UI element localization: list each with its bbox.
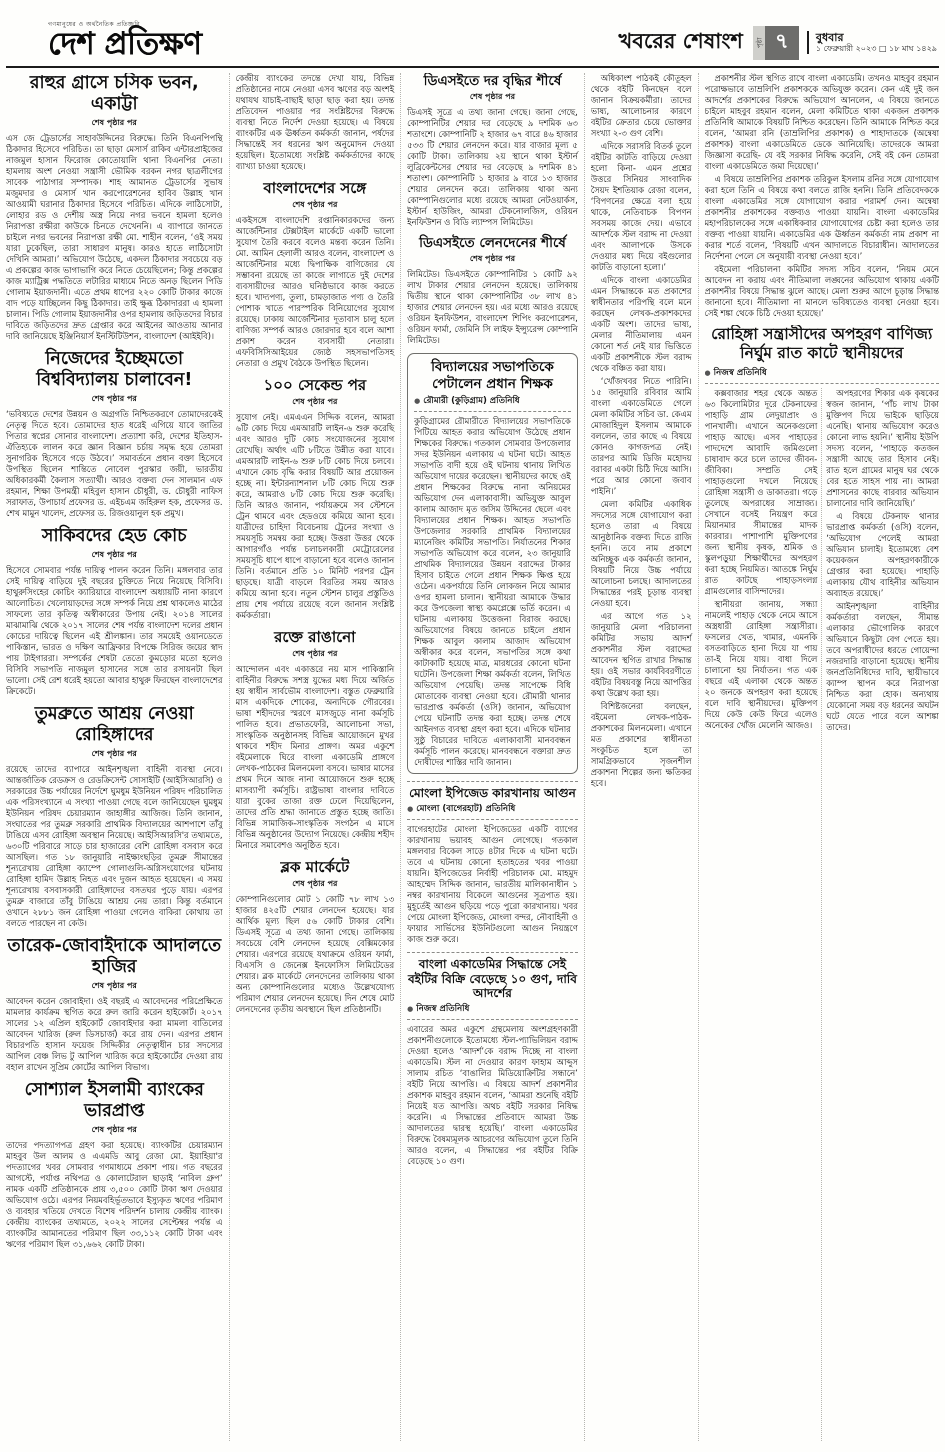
article-body: কুড়িগ্রামের রৌমারীতে বিদ্যালয়ের সভাপতিকে পিটিয়ে আহত করার অভিযোগ উঠেছে প্রধান শিক্ষকের বিরুদ্ধে। গতকাল সোমবার উপজেলার সদর ইউনিয়ন এলাকায় এ ঘটনা ঘটে। আহত সভাপতি বাদী হয়ে ওই ঘটনায় থানায় লিখিত অভিযোগ দায়ের করেছেন। স্থানীয়দের কাছে ওই প্রধান শিক্ষকের বিরুদ্ধে নানা অনিয়মের অভিযোগ দেন এলাকাবাসী। অভিযুক্ত আবুল কালাম আজাদ মৃত জসিম উদ্দিনের ছেলে এবং বিদ্যালয়ের প্রধান শিক্ষক। আহত সভাপতি উপজেলার সরকারি প্রাথমিক বিদ্যালয়ের ম্যানেজিং কমিটির সভাপতি। নির্যাতনের শিকার সভাপতি অভিযোগ করে বলেন, ২৩ জানুয়ারি প্রাথমিক বিদ্যালয়ের উন্নয়ন বরাদ্দের টাকার হিসাব চাইতে গেলে প্রধান শিক্ষক ক্ষিপ্ত হয়ে ওঠেন। একপর্যায়ে তিনি লোকজন নিয়ে আমার ওপর হামলা চালান। স্থানীয়রা আমাকে উদ্ধার করে উপজেলা স্বাস্থ্য কমপ্লেক্সে ভর্তি করেন। এ ঘটনায় এলাকায় উত্তেজনা বিরাজ করছে। অভিযোগের বিষয়ে জানতে চাইলে প্রধান শিক্ষক আবুল কালাম আজাদ অভিযোগ অস্বীকার করে বলেন, সভাপতির সঙ্গে কথা কাটাকাটি হয়েছে মাত্র, মারধরের কোনো ঘটনা ঘটেনি। উপজেলা শিক্ষা কর্মকর্তা বলেন, লিখিত অভিযোগ পেয়েছি। তদন্ত সাপেক্ষে বিধি মোতাবেক ব্যবস্থা নেওয়া হবে। রৌমারী থানার ভারপ্রাপ্ত কর্মকর্তা (ওসি) জানান, অভিযোগ পেয়ে ঘটনাটি তদন্ত করা হচ্ছে। তদন্ত শেষে আইনগত ব্যবস্থা গ্রহণ করা হবে। এদিকে ঘটনার সুষ্ঠু বিচারের দাবিতে এলাকাবাসী মানববন্ধন কর্মসূচি পালন করেছে। মানববন্ধনে বক্তারা দ্রুত দোষীদের শাস্তির দাবি জানান। (414, 415, 571, 767)
date-line: ১ ফেব্রুয়ারী ২০২৩ □ ১৮ মাঘ ১৪২৯ (815, 44, 937, 54)
article-body: এবারের অমর একুশে গ্রন্থমেলায় অংশগ্রহণকারী প্রকাশনীগুলোকে ইতোমধ্যে স্টল-প্যাভিলিয়ন বরাদ্দ দেওয়া হলেও ‘আদর্শ’কে বরাদ্দ দিচ্ছে না বাংলা একাডেমি। স্টল না দেওয়ার কারণ ফাহাম আব্দুস সালাম রচিত ‘বাঙালির মিডিয়োক্রিটির সন্ধানে’ বইটি নিয়ে আপত্তি। এ বিষয়ে আদর্শ প্রকাশনীর প্রকাশক মাহবুব রহমান বলেন, ‘আমরা শুনেছি বইটি নিয়েই যত আপত্তি। অথচ বইটি সরকার নিষিদ্ধ করেনি। এ সিদ্ধান্তের প্রতিবাদে আমরা উচ্চ আদালতের দ্বারস্থ হয়েছি।’ বাংলা একাডেমির বিরুদ্ধে বৈষম্যমূলক আচরণের অভিযোগ তুলে তিনি আরও বলেন, এ সিদ্ধান্তের পর বইটির বিক্রি বেড়েছে ১০ গুণ। (407, 1024, 578, 1167)
continued-from-last-page: শেষ পৃষ্ঠার পর (91, 749, 137, 758)
article-headline: ডিএসইতে লেনদেনের শীর্ষে (419, 235, 566, 252)
article-headline: ডিএসইতে দর বৃদ্ধির শীর্ষে (423, 73, 562, 89)
article-bangla-academy-book (407, 952, 578, 1167)
continuation-text (236, 73, 395, 172)
article-headline: বাংলা একাডেমির সিদ্ধান্তে সেই বইটির বিক্রি বেড়েছে ১০ গুণ, দাবি আদর্শের (407, 957, 577, 1000)
article-byline (407, 1000, 578, 1020)
article-chosik-bhaban (6, 73, 223, 342)
article-byline (414, 392, 571, 412)
paragraph: বিশিষ্টজনেরা বলছেন, বইমেলা লেখক-পাঠক-প্রকাশকের মিলনমেলা। এখানে মত প্রকাশের স্বাধীনতা সংকুচিত হলে তা সামগ্রিকভাবে সৃজনশীল প্রকাশনা শিল্পের জন্য ক্ষতিকর হবে। (590, 701, 692, 788)
paragraph: এর আগে গত ১২ জানুয়ারি মেলা পরিচালনা কমিটির সভায় আদর্শ প্রকাশনীর স্টল বরাদ্দের আবেদন স্থগিত রাখার সিদ্ধান্ত হয়। ওই সভার কার্যবিবরণীতে বইটির বিষয়বস্তু নিয়ে আপত্তির কথা উল্লেখ করা হয়। (590, 611, 692, 698)
article-body: লিমিটেড। ডিএসইতে কোম্পানিটির ১ কোটি ৯২ লাখ টাকার শেয়ার লেনদেন হয়েছে। তালিকায় দ্বিতীয় স্থানে থাকা কোম্পানিটির ৩৮ লাখ ৪১ হাজার শেয়ার লেনদেন হয়। এর মধ্যে আরও রয়েছে ওরিয়ন ইনফিউশন, বাংলাদেশ শিপিং করপোরেশন, ওরিয়ন ফার্মা, জেমিনি সি লাইফ ইন্স্যুরেন্স কোম্পানি লিমিটেড। (407, 269, 578, 346)
page-label: পৃষ্ঠা (753, 26, 765, 60)
article-headline-line1: রোহিঙ্গা সন্ত্রাসীদের অপহরণ বাণিজ্য (711, 325, 933, 343)
article-headline: মোংলা ইপিজেড কারখানায় আগুন (409, 785, 576, 800)
continued-from-last-page: শেষ পৃষ্ঠার পর (292, 397, 338, 406)
article-body: ডিএসই সূত্রে এ তথ্য জানা গেছে। জানা গেছে, কোম্পানিটির শেয়ার দর বেড়েছে ৯ দশমিক ৬৩ শতাংশে। কোম্পানিটি ২ হাজার ৬৭ বারে ৪৬ হাজার ৫৩৩ টি শেয়ার লেনদেন করে। যার বাজার মূল্য ৫ কোটি টাকা। তালিকায় ২য় স্থানে থাকা ইস্টার্ন লুব্রিকেন্টসের শেয়ার দর বেড়েছে ৯ দশমিক ৪১ শতাংশ। কোম্পানিটি ১ হাজার ৯ বারে ১৩ হাজার শেয়ার লেনদেন করে। তালিকায় থাকা অন্য কোম্পানিগুলোর মধ্যে রয়েছে আমরা নেটওয়ার্কস, ইস্টার্ন হাউজিং, আমরা টেকনোলজিস, ওরিয়ন ইনফিউশন ও বিডি ল্যাম্পস লিমিটেড। (407, 107, 578, 228)
header-right (618, 25, 937, 60)
date-day: বুধবার (815, 30, 844, 44)
byline-bullet-icon: ● (704, 368, 711, 377)
paragraph: অধিকাংশ পাঠকই কৌতূহল থেকে বইটি কিনছেন বলে জানান বিক্রয়কর্মীরা। তাদের ভাষ্য, আলোচনার কারণে বইটির ক্রেতার চেয়ে ভোক্তার সংখ্যা ২-৩ গুণ বেশি। (590, 73, 692, 138)
paragraph: এ বিষয়ে টেকনাফ থানার ভারপ্রাপ্ত কর্মকর্তা (ওসি) বলেন, ‘অভিযোগ পেলেই আমরা অভিযান চালাই। ইতোমধ্যে বেশ কয়েকজন অপহরণকারীকে গ্রেপ্তার করা হয়েছে। পাহাড়ি এলাকায় যৌথ বাহিনীর অভিযান অব্যাহত রয়েছে।’ (826, 510, 939, 598)
article-metro-100-seconds (236, 376, 395, 621)
paragraph: ‘খোঁজখবর নিতে পারিনি। ১৫ জানুয়ারি রবিবার আমি বাংলা একাডেমিতে গেলে মেলা কমিটির সচিব ডা. কেএম মোজাহিদুল ইসলাম আমাকে বললেন, তার কাছে এ বিষয়ে কোনও কাগজপত্র নেই। তারপর আমি ডিজি মহোদয় বরাবর একটা চিঠি দিয়ে আসি। পরে আর কোনো জবাব পাইনি।’ (590, 376, 692, 496)
byline-bullet-icon: ● (414, 396, 421, 405)
paragraph: আইনশৃঙ্খলা বাহিনীর কর্মকর্তারা বলছেন, সীমান্ত এলাকার ভৌগোলিক কারণে অভিযানে কিছুটা বেগ পেতে হয়। তবে অপরাধীদের ধরতে গোয়েন্দা নজরদারি বাড়ানো হয়েছে। স্থানীয় জনপ্রতিনিধিদের দাবি, স্থায়ীভাবে ক্যাম্প স্থাপন করে নিরাপত্তা নিশ্চিত করা হোক। অন্যথায় যেকোনো সময় বড় ধরনের অঘটন ঘটে যেতে পারে বলে আশঙ্কা তাদের। (826, 600, 939, 732)
continued-from-last-page: শেষ পৃষ্ঠার পর (91, 981, 137, 990)
article-body: একইসঙ্গে বাংলাদেশি রপ্তানিকারকদের জন্য আর্জেন্টিনার টেক্সটাইল মার্কেটে একটি ভালো সুযোগ তৈরি করবে বলেও মন্তব্য করেন তিনি। মো. আমিন হেলালী আরও বলেন, বাংলাদেশ ও আর্জেন্টিনার মধ্যে দ্বিপাক্ষিক বাণিজ্যের যে সম্ভাবনা রয়েছে তা কাজে লাগাতে দুই দেশের ব্যবসায়ীদের আরও ঘনিষ্ঠভাবে কাজ করতে হবে। খাদ্যপণ্য, তুলা, চামড়াজাত পণ্য ও তৈরি পোশাক খাতে পারস্পরিক বিনিয়োগের সুযোগ রয়েছে। ঢাকায় আর্জেন্টিনার দূতাবাস চালু হলে বাণিজ্য সম্পর্ক আরও জোরদার হবে বলে আশা প্রকাশ করেন ব্যবসায়ী নেতারা। এফবিসিসিআইয়ের জ্যেষ্ঠ সহসভাপতিসহ নেতারা ও প্রমুখ বৈঠকে উপস্থিত ছিলেন। (235, 215, 395, 368)
byline-text: নিজস্ব প্রতিনিধি (416, 1004, 470, 1015)
masthead (8, 22, 202, 60)
article-body: বাগেরহাটের মোংলা ইপিজেডের একটি ব্যাগের কারখানায় ভয়াবহ আগুন লেগেছে। গতকাল মঙ্গলবার বিকেল সাড়ে ৪টার দিকে এ ঘটনা ঘটে। তবে এ ঘটনায় কোনো হতাহতের খবর পাওয়া যায়নি। ইপিজেডের নির্বাহী পরিচালক মো. মাহমুদ আহম্মেদ সিদ্দিক জানান, ভারতীয় মালিকানাধীন ১ নম্বর কারখানায় বিকেলে আগুনের সূত্রপাত হয়। মুহূর্তেই আগুন ছড়িয়ে পড়ে পুরো কারখানায়। খবর পেয়ে মোংলা ইপিজেড, মোংলা বন্দর, নৌবাহিনী ও ফায়ার সার্ভিসের ইউনিটগুলো আগুন নিয়ন্ত্রণে কাজ শুরু করে। (407, 824, 578, 945)
article-head-coach (6, 526, 223, 697)
masthead-tagline: গণমানুষের ও অর্থনৈতিক প্রতিচ্ছবি (48, 21, 140, 28)
article-university (6, 349, 223, 519)
article-body (705, 388, 939, 1441)
page-number-box (753, 26, 799, 60)
article-dse-turnover-leaders (407, 235, 578, 346)
article-block-market (236, 858, 395, 1015)
section-label: খবরের শেষাংশ (618, 29, 743, 53)
article-tarek-jobaida (6, 936, 223, 1073)
article-body: তাদের পদত্যাগপত্র গ্রহণ করা হয়েছে। ব্যাংকটির চেয়ারম্যান মাহবুব উল আলম ও এএমডি আবু রেজা মো. ইয়াহিয়া'র পদত্যাগের খবর সোমবার গণমাধ্যমে প্রকাশ পায়। গত বছরের আগস্টে, পর্যাপ্ত নথিপত্র ও কোলাটেরাল ছাড়াই ‘নাবিল গ্রুপ’ নামক একটি প্রতিষ্ঠানকে প্রায় ৩,৫০০ কোটি টাকা ঋণ দেওয়ার অভিযোগ ওঠে। এরপর নিয়মবহির্ভূতভাবে ইস্যুকৃত ঋণের পরিমাণ ও ব্যবহার খতিয়ে দেখতে বিশেষ পরিদর্শন চালায় কেন্দ্রীয় ব্যাংক। কেন্দ্রীয় ব্যাংকের তথ্যমতে, ২০২২ সালের সেপ্টেম্বর পর্যন্ত এ ব্যাংকটির আমানতের পরিমাণ ছিল ৩৩,১১২ কোটি টাকা এবং ঋণের পরিমাণ ছিল ৩১,৬৬২ কোটি টাকা। (6, 1140, 223, 1249)
continued-from-last-page: শেষ পৃষ্ঠার পর (469, 92, 516, 102)
article-headline: তুমব্রুতে আশ্রয় নেওয়া রোহিঙ্গাদের (34, 704, 194, 745)
article-body: আন্দোলন এবং একাত্তরে নয় মাস পাকিস্তানি বাহিনীর বিরুদ্ধে সশস্ত্র যুদ্ধের মধ্য দিয়ে অর্জিত হয় স্বাধীন সার্বভৌম বাংলাদেশ। বস্তুত ফেব্রুয়ারি মাস একদিকে শোকের, অন্যদিকে গৌরবের। ভাষা শহীদদের স্মরণে মাসজুড়ে নানা কর্মসূচি পালিত হবে। প্রভাতফেরি, আলোচনা সভা, সাংস্কৃতিক অনুষ্ঠানসহ বিভিন্ন আয়োজনে মুখর থাকবে শহীদ মিনার প্রাঙ্গণ। অমর একুশে বইমেলাকে ঘিরে বাংলা একাডেমি প্রাঙ্গণে লেখক-পাঠকের মিলনমেলা বসবে। ভাষার মাসের প্রথম দিনে আজ নানা আয়োজনে শুরু হচ্ছে মাসব্যাপী কর্মসূচি। রাষ্ট্রভাষা বাংলার দাবিতে যারা বুকের তাজা রক্ত ঢেলে দিয়েছিলেন, তাদের প্রতি শ্রদ্ধা জানাতে প্রস্তুত হচ্ছে জাতি। বিভিন্ন সামাজিক-সাংস্কৃতিক সংগঠন এ মাসে বিভিন্ন অনুষ্ঠানের উদ্যোগ নিয়েছে। কেন্দ্রীয় শহীদ মিনারে সমাবেশও অনুষ্ঠিত হবে। (235, 664, 395, 850)
article-body: সুযোগ নেই। এমএএন সিদ্দিক বলেন, আমরা ৬টি কোচ দিয়ে এমআরটি লাইন-৬ শুরু করেছি এবং আরও দুটি কোচ সংযোজনের সুযোগ রেখেছি। অর্থাৎ এটি ৮টিতে উন্নীত করা যাবে। এমআরটি লাইন-৬ শুরু ৮টি কোচ দিয়ে চলবে। এখানে কোচ বৃদ্ধি করার বিষয়টি আর প্রয়োজন হচ্ছে না। ইন্টারন্যাশনাল ৮টি কোচ দিয়ে শুরু করে, আমরাও ৮টি কোচ দিয়ে শুরু করেছি। তিনি আরও জানান, পর্যায়ক্রমে সব স্টেশনে ট্রেন থামবে এবং হেডওয়ে কমিয়ে আনা হবে। যাত্রীদের চাহিদা বিবেচনায় ট্রেনের সংখ্যা ও সময়সূচি সমন্বয় করা হচ্ছে। উত্তরা উত্তর থেকে আগারগাঁও পর্যন্ত চলাচলকারী মেট্রোরেলের সময়সূচি ধাপে ধাপে বাড়ানো হবে বলেও জানান তিনি। বর্তমানে প্রতি ১০ মিনিট পরপর ট্রেন ছাড়ছে। যাত্রী বাড়লে বিরতির সময় আরও কমিয়ে আনা হবে। নতুন স্টেশন চালুর প্রস্তুতিও প্রায় শেষ পর্যায়ে রয়েছে বলে জানান সংশ্লিষ্ট কর্মকর্তারা। (235, 412, 395, 620)
article-bangladesh-argentina (236, 179, 395, 369)
article-headline: নিজেদের ইচ্ছেমতো বিশ্ববিদ্যালয় চালাবেন! (36, 349, 193, 390)
continued-from-last-page: শেষ পৃষ্ঠার পর (91, 394, 137, 403)
article-body: ‘ভবিষ্যতে দেশের উন্নয়ন ও অগ্রগতি নিশ্চিতকরণে তোমাদেরকেই নেতৃত্ব দিতে হবে। তোমাদের হাত ধরেই এগিয়ে যাবে জাতির পিতার স্বপ্নের সোনার বাংলাদেশ। প্রত্যাশা করি, দেশের ইতিহাস-ঐতিহ্যকে লালন করে জ্ঞান বিজ্ঞান চর্চায় সমৃদ্ধ হয়ে তোমরা সুনাগরিক হিসেবে গড়ে উঠবে।’ সমাবর্তনে প্রধান বক্তা হিসেবে উপস্থিত ছিলেন শান্তিতে নোবেল পুরস্কার জয়ী, ভারতীয় অধিকারকর্মী কৈলাস সত্যার্থী। আরও বক্তব্য দেন সালমান এফ রহমান, শিক্ষা উপমন্ত্রী মহিবুল হাসান চৌধুরী, ড. চৌধুরী নাফিস সরাফাত, উপাচার্য প্রফেসর ড. এইচএম জহিরুল হক, প্রফেসর ড. শেখ মামুন খালেদ, প্রফেসর ড. রিজওয়ানুল হক প্রমুখ। (6, 409, 223, 518)
article-body: রয়েছে তাদের ব্যাপারে আইনশৃঙ্খলা বাহিনী ব্যবস্থা নেবে। আন্তর্জাতিক রেডক্রস ও রেডক্রিসেন্ট সোসাইটি (আইসিআরসি) ও সরকারের উচ্চ পর্যায়ের নির্দেশে ঘুমধুম ইউনিয়ন পরিষদ পরিচালিত এক পরিসংখ্যানে এ সংখ্যা পাওয়া গেছে বলে জানিয়েছেন ঘুমধুম ইউনিয়ন পরিষদ চেয়ারম্যান জাহাঙ্গীর আজিজ। তিনি জানান, সংঘাতের পর তুমব্রু সরকারি প্রাথমিক বিদ্যালয়ের আশপাশে তাঁবু টাঙিয়ে এসব রোহিঙ্গা অবস্থান নিয়েছে। আইসিআরসি'র তথ্যমতে, ৬৩০টি পরিবারে সাড়ে চার হাজারের বেশি রোহিঙ্গা বসবাস করে আসছিল। গত ১৮ জানুয়ারি নাইক্ষ্যংছড়ির তুমব্রু সীমান্তের শূন্যরেখায় রোহিঙ্গা ক্যাম্পে গোলাগুলি-অগ্নিসংযোগের ঘটনায় রোহিঙ্গা হামিদ উল্লাহ নিহত এবং দুজন আহত হয়েছেন। এ সময় শূন্যরেখায় বসবাসকারী রোহিঙ্গাদের বসতঘর পুড়ে যায়। এরপর তুমব্রু বাজারে তাঁবু টাঙিয়ে আশ্রয় নেয় তারা। কিন্তু বর্তমানে ওখানে ২৮৮১ জন রোহিঙ্গা পাওয়া গেলেও বাকিরা কোথায় তা বলতে পারছেন না কেউ। (6, 764, 223, 928)
paragraph: মেলা কমিটির একাধিক সদস্যের সঙ্গে যোগাযোগ করা হলেও তারা এ বিষয়ে আনুষ্ঠানিক বক্তব্য দিতে রাজি হননি। তবে নাম প্রকাশে অনিচ্ছুক এক কর্মকর্তা জানান, বিষয়টি নিয়ে উচ্চ পর্যায়ে আলোচনা চলছে। আদালতের সিদ্ধান্তের পরই চূড়ান্ত ব্যবস্থা নেওয়া হবে। (590, 499, 692, 608)
column-3 (407, 73, 585, 1441)
continuation-text (591, 73, 692, 789)
paragraph: বইমেলা পরিচালনা কমিটির সদস্য সচিব বলেন, ‘নিয়ম মেনে আবেদন না করায় এবং নীতিমালা লঙ্ঘনের অভিযোগ থাকায় একটি প্রকাশনীর বিষয়ে সিদ্ধান্ত ঝুলে আছে। মেলা শুরুর আগে চূড়ান্ত সিদ্ধান্ত জানানো হবে। নীতিমালা না মানলে ভবিষ্যতেও ব্যবস্থা নেওয়া হবে। সেই শঙ্কা থেকে চিঠি দেওয়া হয়েছে।’ (704, 264, 939, 318)
article-body: কেন্দ্রীয় ব্যাংকের তদন্তে দেখা যায়, বিভিন্ন প্রতিষ্ঠানের নামে নেওয়া এসব ঋণের বড় অংশই যথাযথ যাচাই-বাছাই ছাড়া ছাড় করা হয়। তদন্ত প্রতিবেদন পাওয়ার পর সংশ্লিষ্টদের বিরুদ্ধে ব্যবস্থা নিতে নির্দেশ দেওয়া হয়েছে। এ বিষয়ে ব্যাংকটির এক ঊর্ধ্বতন কর্মকর্তা জানান, পর্ষদের সিদ্ধান্তেই সব ধরনের ঋণ অনুমোদন দেওয়া হয়েছিল। ইতোমধ্যে সংশ্লিষ্ট কর্মকর্তাদের কাছে ব্যাখ্যা চাওয়া হয়েছে। (235, 73, 395, 171)
paragraph: প্রকাশনীর স্টল স্থগিত রাখে বাংলা একাডেমি। তখনও মাহবুব রহমান পরোক্ষভাবে তাম্রলিপি প্রকাশককে অভিযুক্ত করেন। কেন এই দুই জন আদর্শের প্রকাশকের বিরুদ্ধে অভিযোগ আনলেন, এ বিষয়ে জানতে চাইলে মাহবুব রহমান বলেন, মেলা কমিটিতে থাকা একজন প্রকাশক প্রতিনিধি আমাকে বিষয়টি নিশ্চিত করেছেন। তিনি আমাকে নিশ্চিত করে বলেন, ‘আমরা রনি (তাম্রলিপির প্রকাশক) ও শাহাদাতকে (অন্বেষা প্রকাশক) বাংলা একাডেমিতে ডেকে আনিয়েছি। তাদেরকে আমরা জিজ্ঞাসা করেছি- যে বই সরকার নিষিদ্ধ করেনি, সেই বই কেন তোমরা বাংলা একাডেমিতে জমা দিয়েছো।’ (704, 73, 939, 171)
date-block (807, 31, 937, 55)
continued-from-last-page: শেষ পৃষ্ঠার পর (469, 254, 516, 264)
continued-from-last-page: শেষ পৃষ্ঠার পর (292, 649, 338, 658)
article-byline (407, 800, 578, 820)
article-social-islami-bank (6, 1080, 223, 1250)
article-headline: সাকিবদের হেড কোচ (41, 526, 187, 546)
article-tumbru-rohingya (6, 704, 223, 929)
continued-from-last-page: শেষ পৃষ্ঠার পর (91, 1125, 137, 1134)
article-headline: রাহুর গ্রাসে চসিক ভবন, একাট্টা (29, 73, 199, 114)
article-headline: তারেক-জোবাইদাকে আদালতে হাজির (7, 936, 222, 977)
byline-bullet-icon: ● (407, 805, 414, 814)
article-body: এস জে ট্রেডার্সের সাহাবউদ্দিনের বিরুদ্ধে। তিনি বিএনপিপন্থি ঠিকাদার হিসেবে পরিচিত। তা ছাড়া মেসার্স রাকিব এন্টারপ্রাইজের নাজমুল হাসান ফিরোজ কোতোয়ালি থানা বিএনপির নেতা। হামলায় অংশ নেওয়া সন্ত্রাসী ভৌমিক বরকন নগর ছাত্রলীগের সাবেক পাঠাগার সম্পাদক। শাহ আমানত ট্রেডার্সের সুভাষ মজুমদার ও মেসার্স খান করপোরেশনের হাবিব উল্লাহ খান আওয়ামী ঘরানার ঠিকাদার হিসেবে পরিচিত। এদিকে লাঠিসোটা, লোহার রড ও দেশীয় অস্ত্র নিয়ে নগর ভবনে হামলা হলেও নিরাপত্তা রক্ষীরা কাউকে চিনতে দেখেননি। এ ব্যাপারে জানতে চাইলে নগর ভবনের নিরাপত্তা রক্ষী মো. শাহীন বলেন, ‘ওই সময় যারা ঢুকেছিল, তারা সাধারণ মানুষ। কারও হাতে লাঠিসোটা দেখিনি আমরা।’ অভিযোগ উঠেছে, একদল ঠিকাদার সবচেয়ে বড় এ প্রকল্পের কাজ ভাগাভাগি করে নিতে চেয়েছিলেন; কিন্তু প্রকল্পের কাজ ম্যাট্রিক্স পদ্ধতিতে লটারির মাধ্যমে নিতে অনড় ছিলেন পিডি গোলাম ইয়াজদানী। এতে প্রথম ধাপের ২২০ কোটি টাকার কাজে বাদ পড়ে যাচ্ছিলেন কিছু ঠিকাদার। তাই ক্ষুব্ধ ঠিকাদাররা এ হামলা চালান। পিডি গোলাম ইয়াজদানীর ওপর হামলায় জড়িতদের বিচার দাবিতে জড়িতদের দ্রুত গ্রেপ্তার করে আইনের আওতায় আনার দাবি জানিয়েছে ইঞ্জিনিয়ার্স ইনস্টিটিউশন, বাংলাদেশ (আইইবি)। (6, 133, 223, 341)
article-headline: রক্তে রাঙানো (274, 628, 356, 646)
byline-text: রৌমারী (কুড়িগ্রাম) প্রতিনিধি (423, 395, 520, 406)
column-2 (236, 73, 402, 1441)
paragraph: স্থানীয়রা জানায়, সন্ধ্যা নামলেই পাহাড় থেকে নেমে আসে অস্ত্রধারী রোহিঙ্গা সন্ত্রাসীরা। ফসলের খেত, খামার, এমনকি বসতবাড়িতে হানা দিয়ে যা পায় তা-ই নিয়ে যায়। বাধা দিলে চালানো হয় নির্যাতন। গত এক বছরে এই এলাকা থেকে অন্তত ২০ জনকে অপহরণ করা হয়েছে বলে দাবি স্থানীয়দের। মুক্তিপণ দিয়ে কেউ কেউ ফিরে এলেও অনেকের খোঁজ মেলেনি আজও। (704, 598, 818, 730)
paragraph: অপহরণের শিকার এক কৃষকের স্বজন জানান, ‘পাঁচ লাখ টাকা মুক্তিপণ দিয়ে ভাইকে ছাড়িয়ে এনেছি। থানায় অভিযোগ করেও কোনো লাভ হয়নি।’ স্থানীয় ইউপি সদস্য বলেন, ‘পাহাড়ে কতজন সন্ত্রাসী আছে তার হিসাব নেই। রাত হলে গ্রামের মানুষ ঘর থেকে বের হতে সাহস পায় না। আমরা প্রশাসনের কাছে বারবার অভিযান চালানোর দাবি জানিয়েছি।’ (826, 387, 939, 508)
continued-from-last-page: শেষ পৃষ্ঠার পর (292, 200, 338, 209)
continuation-text-wide (705, 73, 939, 321)
article-body: আবেদন করেন জোবাইদা। ওই বছরই এ আবেদনের পরিপ্রেক্ষিতে মামলার কার্যক্রম স্থগিত করে রুল জারি করেন হাইকোর্ট। ২০১৭ সালের ১২ এপ্রিল হাইকোর্ট জোবাইদার করা মামলা বাতিলের আবেদন খারিজ (রুল ডিসচার্জ) করে রায় দেন। এরপর প্রধান বিচারপতি হাসান ফয়েজ সিদ্দিকীর নেতৃত্বাধীন চার সদস্যের আপিল বেঞ্চ লিভ টু আপিল খারিজ করে হাইকোর্টের দেওয়া রায় বহাল রাখেন সুপ্রিম কোর্টের আপিল বিভাগ। (6, 996, 223, 1072)
byline-text: মোংলা (বাগেরহাট) প্রতিনিধি (416, 804, 516, 815)
article-rohingya-kidnapping (705, 325, 939, 1441)
paragraph: এদিকে বাংলা একাডেমির এমন সিদ্ধান্তকে মত প্রকাশের স্বাধীনতার পরিপন্থি বলে মনে করছেন লেখক-প্রকাশকদের একটি অংশ। তাদের ভাষ্য, মেলার নীতিমালায় এমন কোনো শর্ত নেই যার ভিত্তিতে একটি প্রকাশনীকে স্টল বরাদ্দ থেকে বঞ্চিত করা যায়। (590, 275, 692, 373)
column-5 (705, 73, 939, 1441)
article-byline (705, 364, 939, 384)
byline-text: নিজস্ব প্রতিনিধি (713, 367, 767, 378)
article-mongla-epz-fire (407, 781, 578, 945)
column-1 (6, 73, 230, 1441)
article-body: কোম্পানিগুলোর মোট ১ কোটি ৭৮ লাখ ১৩ হাজার ৪২৫টি শেয়ার লেনদেন হয়েছে। যার আর্থিক মূল্য ছিল ৫৬ কোটি টাকার বেশি। ডিএসই সূত্রে এ তথ্য জানা গেছে। তালিকায় সবচেয়ে বেশি লেনদেন হয়েছে বেক্সিমকোর শেয়ার। এরপরে রয়েছে যথাক্রমে ওরিয়ন ফার্মা, বিএসসি ও জেনেক্স ইনফোসিস লিমিটেডের শেয়ার। ব্লক মার্কেটে লেনদেনের তালিকায় থাকা অন্য কোম্পানিগুলোর মধ্যেও উল্লেখযোগ্য পরিমাণ শেয়ার লেনদেন হয়েছে। দিন শেষে মোট লেনদেনের তৃতীয় অবস্থানে ছিল প্রতিষ্ঠানটি। (235, 894, 395, 1014)
continued-from-last-page: শেষ পৃষ্ঠার পর (91, 118, 137, 127)
article-headline: ব্লক মার্কেটে (280, 858, 350, 876)
article-headline: বাংলাদেশের সঙ্গে (263, 179, 367, 197)
continued-from-last-page: শেষ পৃষ্ঠার পর (91, 550, 137, 559)
paragraph: এ বিষয়ে তাম্রলিপির প্রকাশক তরিকুল ইসলাম রনির সঙ্গে যোগাযোগ করা হলে তিনি এ বিষয়ে কথা বলতে রাজি হননি। তিনি প্রতিবেদককে বাংলা একাডেমির সঙ্গে যোগাযোগ করার পরামর্শ দেন। অন্বেষা প্রকাশনীর প্রকাশকের বক্তব্যও পাওয়া যায়নি। বাংলা একাডেমির মহাপরিচালকের সঙ্গে একাধিকবার যোগাযোগের চেষ্টা করা হলেও তার বক্তব্য পাওয়া যায়নি। একাডেমির এক ঊর্ধ্বতন কর্মকর্তা নাম প্রকাশ না করার শর্তে বলেন, ‘বিষয়টি এখন আদালতে বিচারাধীন। আদালতের নির্দেশনা পেলে সে অনুযায়ী ব্যবস্থা নেওয়া হবে।’ (704, 174, 939, 261)
byline-bullet-icon: ● (407, 1005, 414, 1014)
page-number: ৭ (765, 26, 799, 60)
article-headline: সোশ্যাল ইসলামী ব্যাংকের ভারপ্রাপ্ত (24, 1080, 204, 1121)
article-school-president-beaten (407, 353, 578, 773)
paragraph: এদিকে সরাসরি বিতর্ক তুলে বইটির কাটতি বাড়িয়ে দেওয়া হলো কিনা- এমন প্রশ্নের উত্তরে সিনিয়র সাংবাদিক সৈয়দ ইশতিয়াক রেজা বলেন, ‘বিপণনের ক্ষেত্রে বলা হয়ে থাকে, নেতিবাচক বিপণন সবসময় কাজে দেয়। এভাবে আদর্শকে স্টল বরাদ্দ না দেওয়া এবং আলাপকে উসকে দেওয়ার মধ্য দিয়ে বইগুলোর কাটতি বাড়ানো হলো।’ (590, 141, 692, 272)
paragraph: কক্সবাজার শহর থেকে অন্তত ৬৩ কিলোমিটার দূরে টেকনাফের পাহাড়ি গ্রাম লেদুয়াপ্রাং ও পানখালী। এখানে অনেকগুলো পাহাড় আছে। এসব পাহাড়ের পাদদেশে আবাদি জমিগুলো চাষাবাদ করে চলে তাদের জীবন-জীবিকা। সম্প্রতি সেই পাহাড়গুলো দখলে নিয়েছে রোহিঙ্গা সন্ত্রাসী ও ডাকাতরা। গড়ে তুলেছে অপরাধের সাম্রাজ্য। সেখানে বসেই নিয়ন্ত্রণ করে মিয়ানমার সীমান্তের মাদক কারবার। পাশাপাশি মুক্তিপণের জন্য স্থানীয় কৃষক, শ্রমিক ও স্কুলপড়ুয়া শিক্ষার্থীদের অপহরণ করা হচ্ছে নিয়মিত। আতঙ্কে নির্ঘুম রাত কাটছে পাহাড়সংলগ্ন গ্রামগুলোর বাসিন্দাদের। (704, 387, 818, 596)
column-4 (591, 73, 699, 1441)
article-headline: বিদ্যালয়ের সভাপতিকে পেটালেন প্রধান শিক্ষক (431, 359, 554, 392)
page-header (6, 4, 939, 68)
article-headline-line2: নির্ঘুম রাত কাটে স্থানীয়দের (740, 344, 904, 363)
article-rokte-rangano (236, 628, 395, 851)
article-headline: ১০০ সেকেন্ড পর (263, 376, 367, 394)
columns-container (6, 68, 939, 1441)
masthead-title: দেশ প্রতিক্ষণ (48, 26, 202, 62)
continued-from-last-page: শেষ পৃষ্ঠার পর (292, 879, 338, 888)
article-body: হিসেবে সোমবার পর্যন্ত দায়িত্ব পালন করেন তিনি। মঙ্গলবার তার সেই দায়িত্ব বাড়িয়ে দুই বছরের চুক্তিতে নিয়ে নিয়েছে বিসিবি। হাথুরুসিংহের কোচিং ক্যারিয়ারে বাংলাদেশ অধ্যায়টি নানা কারণে আলোচিত। খেলোয়াড়দের সঙ্গে সম্পর্ক নিয়ে প্রশ্ন থাকলেও মাঠের সাফল্যে তার কৃতিত্ব অস্বীকারের উপায় নেই। ২০১৪ সালের মাঝামাঝি থেকে ২০১৭ সালের শেষ পর্যন্ত বাংলাদেশ দলের প্রধান কোচের দায়িত্বে ছিলেন এই শ্রীলঙ্কান। তার সময়েই ওয়ানডেতে পাকিস্তান, ভারত ও দক্ষিণ আফ্রিকার বিপক্ষে সিরিজ জয়ের স্বাদ পায় টাইগাররা। সম্পর্কের শেষটা তেতো কুমড়োর মতো হলেও বিসিবি সভাপতি নাজমুল হাসানের সঙ্গে তার রসায়নটা ছিল ভালো। সেই রেশ ধরেই হয়তো আবার হাথুরু ফিরছেন বাংলাদেশের ক্রিকেটে। (6, 565, 223, 696)
article-dse-price-gainers (407, 73, 578, 228)
